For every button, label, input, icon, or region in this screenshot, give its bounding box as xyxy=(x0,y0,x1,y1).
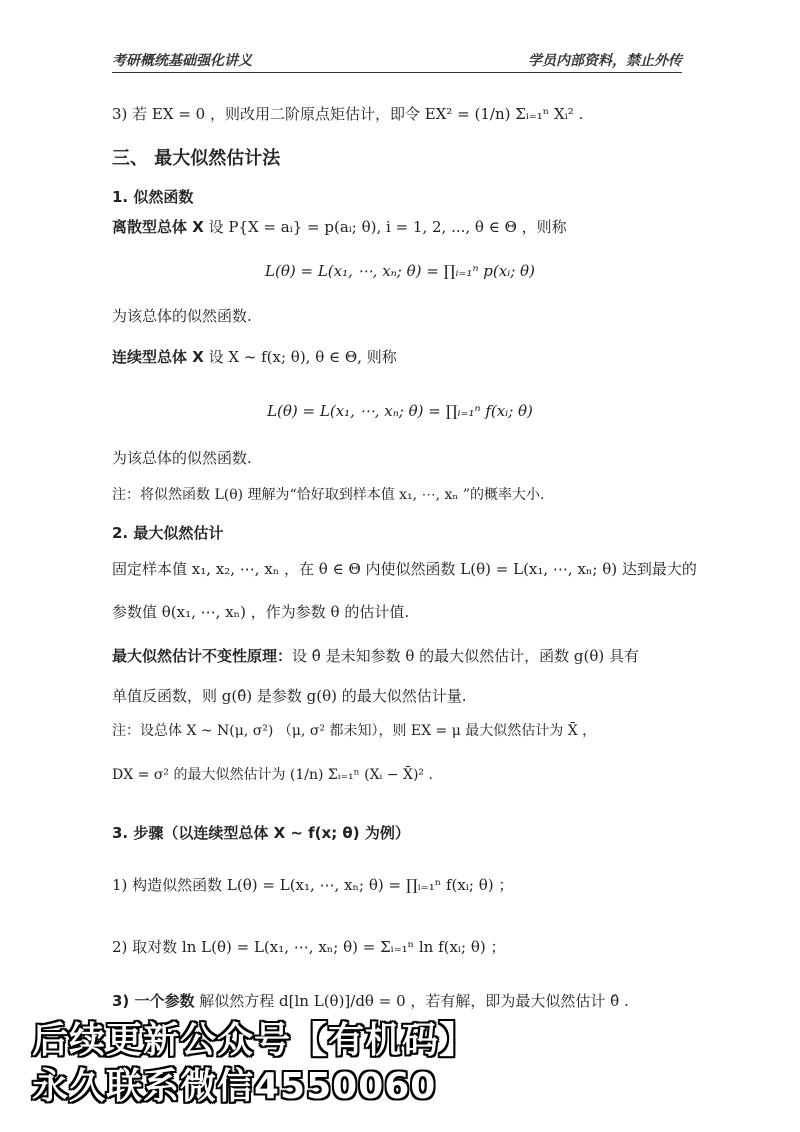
invariance-text: 设 θ̂ 是未知参数 θ 的最大似然估计，函数 g(θ) 具有 xyxy=(292,647,640,665)
subsection-3-heading: 3. 步骤（以连续型总体 X ~ f(x; θ) 为例） xyxy=(112,824,410,842)
invariance-principle xyxy=(112,645,639,667)
subsection-1-heading: 1. 似然函数 xyxy=(112,188,194,206)
step-3-label: 3) 一个参数 xyxy=(112,992,195,1010)
step-3-text: 解似然方程 d[ln L(θ)]/dθ = 0 ，若有解，即为最大似然估计 θ̂ . xyxy=(194,992,629,1010)
invariance-line-2: 单值反函数，则 g(θ̂) 是参数 g(θ) 的最大似然估计量. xyxy=(112,687,467,705)
discrete-likelihood-formula: L(θ) = L(x₁, ⋯, xₙ; θ) = ∏ᵢ₌₁ⁿ p(xᵢ; θ) xyxy=(265,262,535,280)
continuous-likelihood-formula: L(θ) = L(x₁, ⋯, xₙ; θ) = ∏ᵢ₌₁ⁿ f(xᵢ; θ) xyxy=(267,402,533,420)
mle-definition-line-2: 参数值 θ(x₁, ⋯, xₙ) ，作为参数 θ 的估计值. xyxy=(112,603,410,621)
step-2: 2) 取对数 ln L(θ) = L(x₁, ⋯, xₙ; θ) = Σᵢ₌₁ⁿ ln f(xᵢ; θ) ； xyxy=(112,938,506,956)
watermark-line-2: 永久联系微信4550060 xyxy=(32,1066,437,1107)
step-1: 1) 构造似然函数 L(θ) = L(x₁, ⋯, xₙ; θ) = ∏ᵢ₌₁ⁿ f(xᵢ; θ) ； xyxy=(112,876,514,894)
continuous-condition: 设 X ~ f(x; θ), θ ∈ Θ, 则称 xyxy=(203,348,397,366)
header-left-title: 考研概统基础强化讲义 xyxy=(112,53,252,69)
continuous-label: 连续型总体 X xyxy=(112,348,204,366)
header-right-notice: 学员内部资料，禁止外传 xyxy=(528,53,682,69)
note-normal-mle: 注：设总体 X ~ N(μ, σ²) （μ, σ² 都未知），则 EX = μ 最大似然估计为 X̄ ， xyxy=(112,723,597,739)
discrete-label: 离散型总体 X xyxy=(112,218,204,236)
page-header xyxy=(112,48,682,73)
discrete-definition xyxy=(112,216,567,238)
note-normal-variance: DX = σ² 的最大似然估计为 (1/n) Σᵢ₌₁ⁿ (Xᵢ − X̄)² . xyxy=(112,767,433,783)
invariance-label: 最大似然估计不变性原理： xyxy=(112,647,293,665)
step-3 xyxy=(112,990,629,1012)
watermark-line-1: 后续更新公众号【有机码】 xyxy=(32,1020,477,1061)
discrete-condition: 设 P{X = aᵢ} = p(aᵢ; θ), i = 1, 2, ..., θ ∈ Θ ，则称 xyxy=(203,218,567,236)
continuous-conclusion: 为该总体的似然函数. xyxy=(112,449,252,467)
continuous-definition xyxy=(112,346,397,368)
section-3-heading: 三、 最大似然估计法 xyxy=(112,148,281,169)
discrete-conclusion: 为该总体的似然函数. xyxy=(112,307,252,325)
moment-estimation-item-3: 3) 若 EX = 0 ，则改用二阶原点矩估计，即令 EX² = (1/n) Σᵢ₌₁ⁿ Xᵢ² . xyxy=(112,105,584,123)
subsection-2-heading: 2. 最大似然估计 xyxy=(112,524,224,542)
note-likelihood-meaning: 注：将似然函数 L(θ) 理解为“恰好取到样本值 x₁, ⋯, xₙ ”的概率大小. xyxy=(112,487,545,503)
mle-definition-line-1: 固定样本值 x₁, x₂, ⋯, xₙ ，在 θ ∈ Θ 内使似然函数 L(θ) = L(x₁, ⋯, xₙ; θ) 达到最大的 xyxy=(112,560,697,578)
